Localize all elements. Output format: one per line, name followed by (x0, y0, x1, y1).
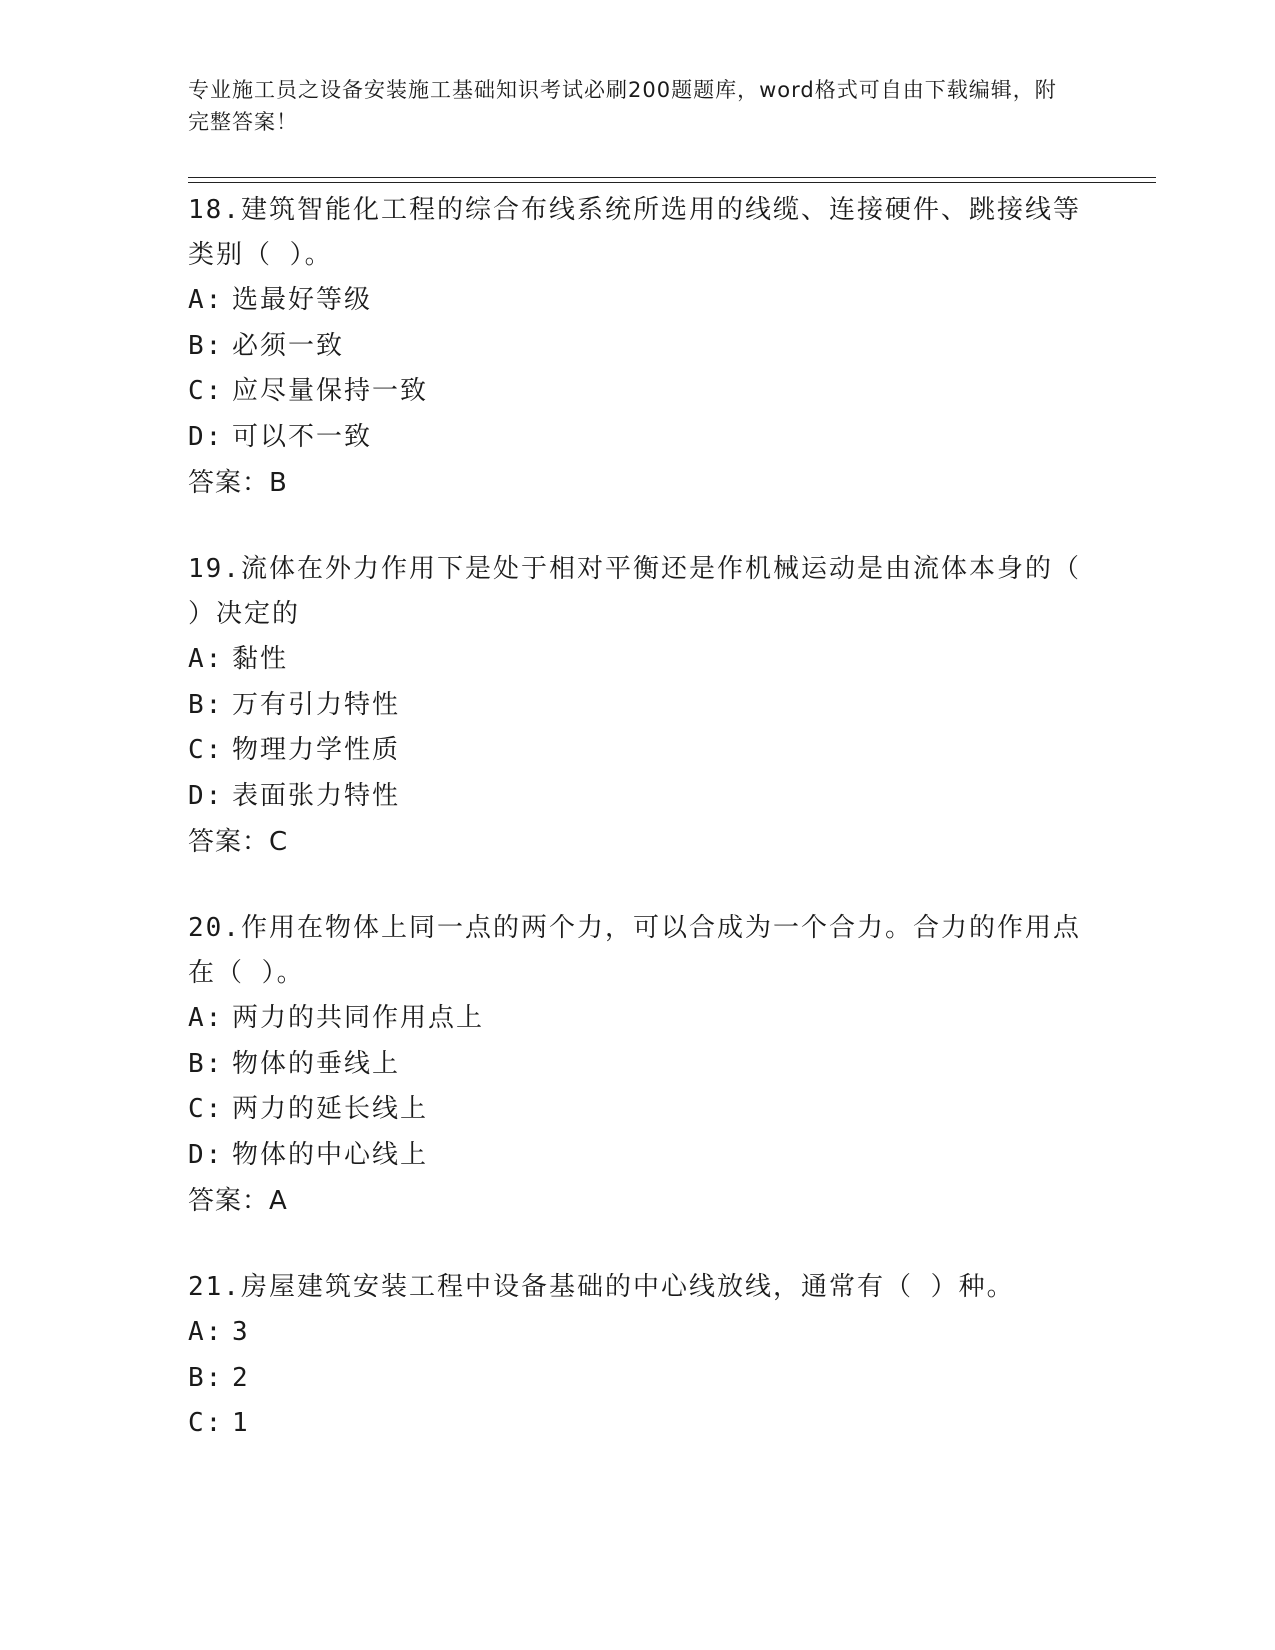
option-letter: C: (188, 376, 224, 406)
question-20 (188, 906, 1088, 1224)
option-d (188, 774, 1088, 820)
answer-line: 答案：C (188, 827, 289, 857)
option-letter: A: (188, 644, 224, 674)
option-letter: A: (188, 1003, 224, 1033)
option-text: 3 (232, 1317, 250, 1347)
option-text: 物体的中心线上 (232, 1139, 429, 1170)
option-letter: C: (188, 1094, 224, 1124)
document-header: 专业施工员之设备安装施工基础知识考试必刷200题题库，word格式可自由下载编辑，附完整答案！ (188, 78, 1057, 134)
question-text: 20.作用在物体上同一点的两个力，可以合成为一个合力。合力的作用点在（ ）。 (188, 913, 1081, 988)
question-18 (188, 188, 1088, 506)
question-19 (188, 547, 1088, 865)
option-text: 应尽量保持一致 (232, 376, 429, 406)
option-b (188, 1042, 1088, 1088)
option-c (188, 369, 1088, 415)
option-text: 黏性 (232, 644, 289, 674)
option-text: 表面张力特性 (232, 780, 401, 811)
option-text: 物体的垂线上 (232, 1048, 401, 1079)
option-c (188, 1401, 1088, 1447)
header-divider-bottom (188, 182, 1156, 183)
option-text: 物理力学性质 (232, 735, 401, 765)
option-d (188, 1133, 1088, 1179)
option-letter: A: (188, 285, 224, 315)
option-letter: D: (188, 780, 224, 811)
option-b (188, 1356, 1088, 1402)
option-b (188, 683, 1088, 729)
answer-line: 答案：A (188, 1186, 288, 1216)
answer-line: 答案：B (188, 468, 288, 498)
question-list (188, 188, 1088, 1488)
question-text: 19.流体在外力作用下是处于相对平衡还是作机械运动是由流体本身的（ ）决定的 (188, 554, 1081, 629)
option-text: 2 (232, 1362, 250, 1393)
option-text: 1 (232, 1408, 250, 1438)
option-letter: B: (188, 1048, 224, 1079)
option-letter: C: (188, 735, 224, 765)
option-c (188, 728, 1088, 774)
option-d (188, 415, 1088, 461)
option-a (188, 996, 1088, 1042)
option-letter: D: (188, 421, 224, 452)
option-letter: C: (188, 1408, 224, 1438)
option-a (188, 278, 1088, 324)
option-letter: B: (188, 1362, 224, 1393)
question-21 (188, 1265, 1088, 1447)
option-letter: B: (188, 330, 224, 361)
header-divider-top (188, 177, 1156, 178)
option-text: 选最好等级 (232, 285, 373, 315)
option-text: 可以不一致 (232, 421, 373, 452)
option-a (188, 637, 1088, 683)
option-a (188, 1310, 1088, 1356)
question-text: 18.建筑智能化工程的综合布线系统所选用的线缆、连接硬件、跳接线等类别（ ）。 (188, 195, 1081, 270)
option-c (188, 1087, 1088, 1133)
option-text: 两力的延长线上 (232, 1094, 429, 1124)
option-text: 两力的共同作用点上 (232, 1003, 485, 1033)
option-b (188, 324, 1088, 370)
option-text: 必须一致 (232, 330, 345, 361)
option-text: 万有引力特性 (232, 689, 401, 720)
option-letter: A: (188, 1317, 224, 1347)
question-text: 21.房屋建筑安装工程中设备基础的中心线放线，通常有（ ）种。 (188, 1272, 1015, 1302)
option-letter: B: (188, 689, 224, 720)
option-letter: D: (188, 1139, 224, 1170)
